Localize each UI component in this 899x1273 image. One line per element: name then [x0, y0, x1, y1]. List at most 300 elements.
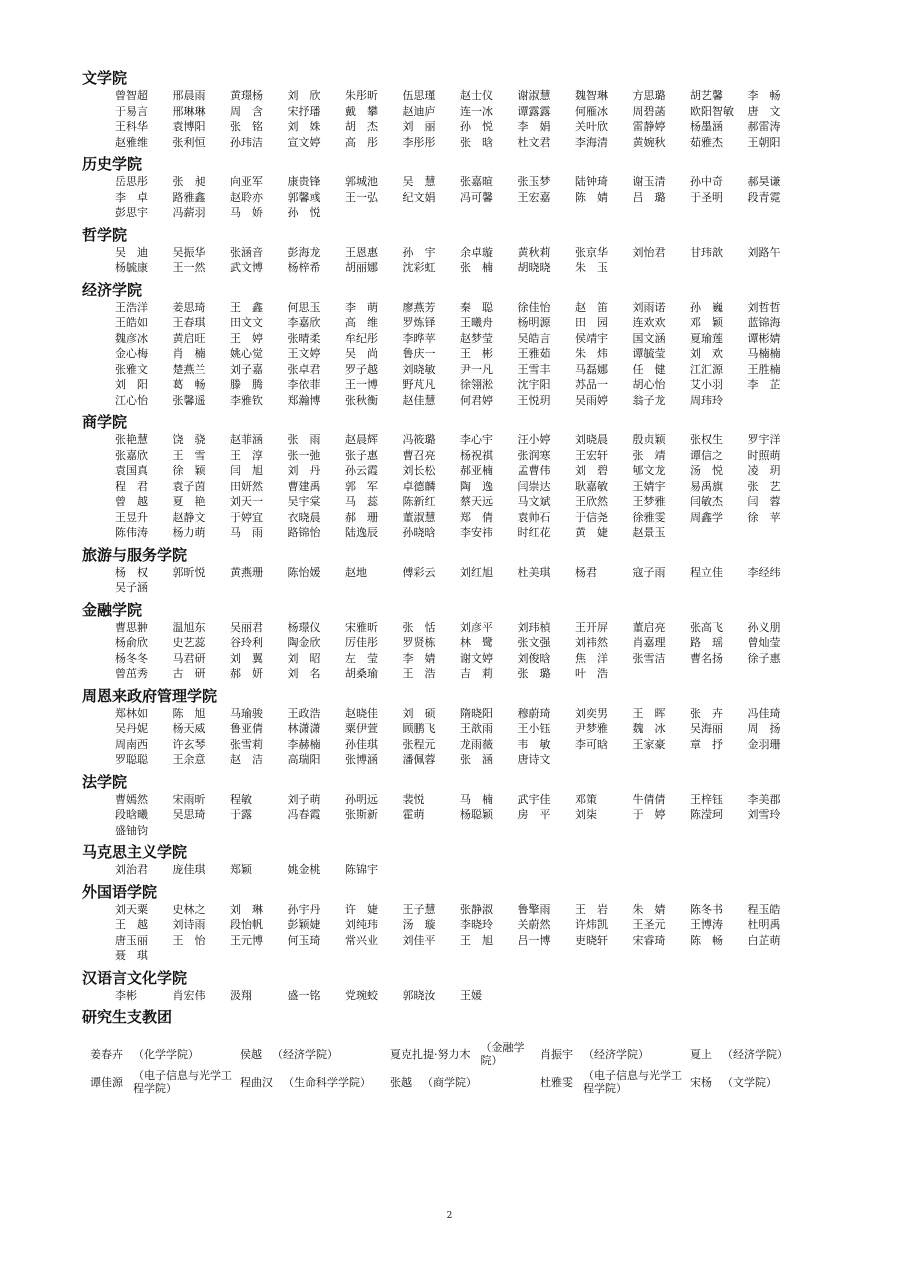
student-name: 吴思琦 — [172, 808, 206, 821]
student-name: 宋抒璠 — [287, 104, 321, 118]
student-name: 朱 婧 — [632, 902, 666, 916]
student-name: 王媛 — [460, 988, 482, 1002]
student-name: 汤 悦 — [690, 464, 723, 477]
student-name: 马君研 — [172, 651, 206, 665]
tuan-list — [90, 1041, 850, 1095]
college-section — [82, 68, 852, 150]
student-name: 高 彤 — [345, 135, 378, 149]
student-name: 章 抒 — [690, 737, 723, 751]
student-name: 郝雷涛 — [747, 120, 781, 133]
student-name: 张 铭 — [230, 120, 263, 133]
student-name: 谭信之 — [690, 448, 723, 462]
student-name: 许 婕 — [345, 902, 378, 916]
name-list — [115, 620, 852, 682]
student-name: 胡晓晓 — [517, 261, 551, 274]
college-title: 法学院 — [82, 772, 128, 791]
student-name: 李晔苹 — [402, 331, 436, 345]
student-name: 路 瑶 — [690, 636, 723, 649]
student-name: 金心梅 — [115, 347, 148, 360]
student-name: 张子惠 — [345, 448, 378, 462]
student-name: 侯靖宇 — [575, 331, 608, 345]
student-name: 廖燕芳 — [402, 300, 436, 314]
student-name: 刘诗雨 — [172, 918, 206, 931]
student-name: 焦 洋 — [575, 651, 608, 665]
student-name: 徐子惠 — [747, 651, 781, 665]
student-name: 夏瑜莲 — [690, 331, 723, 345]
student-name: 刘 琳 — [230, 902, 263, 916]
student-name: 王 越 — [115, 918, 148, 931]
student-name: 黄启旺 — [172, 331, 206, 345]
college-title: 哲学院 — [82, 225, 128, 244]
student-name: 王 浩 — [402, 667, 436, 680]
student-name: 唐玉丽 — [115, 933, 148, 947]
student-name: 尹梦雅 — [575, 722, 608, 735]
student-name: 周 含 — [230, 104, 263, 118]
student-name: 于圣明 — [690, 190, 723, 204]
student-name: 罗子越 — [345, 362, 378, 376]
college-title: 外国语学院 — [82, 882, 158, 901]
student-name: 艾小羽 — [690, 378, 723, 391]
student-name: 马磊娜 — [575, 362, 608, 376]
student-name: 周碧菡 — [632, 104, 666, 118]
tuan-member-name: 宋杨 — [690, 1075, 712, 1089]
tuan-member — [240, 1069, 390, 1095]
student-name: 孙 悦 — [460, 120, 493, 133]
student-name: 寇子雨 — [632, 565, 666, 579]
student-name: 白芷萌 — [747, 933, 781, 947]
student-name: 张 涵 — [460, 753, 493, 766]
college-title: 文学院 — [82, 69, 128, 87]
student-name: 刘子萌 — [287, 792, 321, 806]
student-name: 张艳慧 — [115, 433, 148, 446]
student-name: 王 岩 — [575, 902, 608, 916]
student-name: 刘玮楨 — [517, 620, 551, 634]
student-name: 牟纪彤 — [345, 331, 378, 345]
student-name: 刘 欢 — [690, 347, 723, 360]
student-name: 苏品一 — [575, 378, 608, 391]
student-name: 张 卉 — [690, 706, 723, 720]
student-name: 闫 旭 — [230, 464, 263, 477]
student-name: 孙佳琪 — [345, 737, 378, 751]
college-title: 旅游与服务学院 — [82, 545, 188, 564]
student-name: 隋晓阳 — [460, 706, 493, 720]
student-name: 蓝锦海 — [747, 316, 781, 329]
student-name: 袁国真 — [115, 464, 148, 477]
student-name: 马 雨 — [230, 526, 263, 539]
student-name: 葛 畅 — [172, 378, 206, 391]
student-name: 杨君 — [575, 565, 597, 579]
student-name: 魏智琳 — [575, 89, 608, 102]
student-name: 康贵锋 — [287, 175, 321, 188]
student-name: 王科华 — [115, 120, 148, 133]
student-name: 李海清 — [575, 135, 608, 149]
tuan-member-college: （电子信息与光学工程学院） — [583, 1069, 682, 1095]
student-name: 张一弛 — [287, 448, 321, 462]
student-name: 于婷宜 — [230, 510, 263, 524]
student-name: 张雪莉 — [230, 737, 263, 751]
student-name: 刘天一 — [230, 495, 263, 508]
student-name: 杨俞欣 — [115, 636, 148, 649]
college-section — [82, 968, 852, 1004]
student-name: 李彤彤 — [402, 135, 436, 149]
student-name: 陈 畅 — [690, 933, 723, 947]
student-name: 马文斌 — [517, 495, 551, 508]
student-name: 陈滢珂 — [690, 808, 723, 821]
student-name: 姚金桃 — [287, 863, 321, 876]
student-name: 沈彩虹 — [402, 261, 436, 274]
student-name: 冯佳琦 — [747, 706, 781, 720]
college-section — [82, 154, 852, 221]
student-name: 刘路午 — [747, 245, 781, 259]
page-number: 2 — [446, 1211, 453, 1221]
student-name: 夏 艳 — [172, 495, 206, 508]
student-name: 蔡天远 — [460, 495, 493, 508]
student-name: 黄秋莉 — [517, 245, 551, 259]
student-name: 陈冬书 — [690, 902, 723, 916]
student-name: 周玮玲 — [690, 393, 723, 407]
student-name: 李彬 — [115, 988, 137, 1002]
student-name: 赵晓佳 — [345, 706, 378, 720]
student-name: 刘纯玮 — [345, 918, 378, 931]
student-name: 刘怡君 — [632, 245, 666, 259]
college-section — [82, 545, 852, 596]
student-name: 谭露露 — [517, 104, 551, 118]
student-name: 程立佳 — [690, 565, 723, 579]
student-name: 张京华 — [575, 245, 608, 259]
college-section — [82, 772, 852, 839]
student-name: 曾 越 — [115, 495, 148, 508]
student-name: 李 婧 — [402, 651, 436, 665]
student-name: 王恩惠 — [345, 245, 378, 259]
tuan-member-college: （经济学院） — [583, 1047, 649, 1061]
student-name: 温旭东 — [172, 620, 206, 634]
student-name: 曹召亮 — [402, 448, 436, 462]
student-name: 郭 军 — [345, 479, 378, 493]
student-name: 刘佳平 — [402, 933, 436, 947]
student-name: 邢琳琳 — [172, 104, 206, 118]
student-name: 张 楠 — [460, 261, 493, 274]
student-name: 郝 珊 — [345, 510, 378, 524]
student-name: 郇文龙 — [632, 464, 666, 477]
student-name: 刘 名 — [287, 667, 321, 680]
student-name: 于易言 — [115, 104, 148, 118]
student-name: 袁博阳 — [172, 120, 206, 133]
student-name: 马 娇 — [230, 206, 263, 219]
student-name: 程玉皓 — [747, 902, 781, 916]
student-name: 刘 丽 — [402, 120, 436, 133]
student-name: 王小钰 — [517, 722, 551, 735]
student-name: 王子慧 — [402, 902, 436, 916]
student-name: 赵迪庐 — [402, 104, 436, 118]
college-section — [82, 600, 852, 682]
student-name: 王 淳 — [230, 448, 263, 462]
student-name: 王圣元 — [632, 918, 666, 931]
student-name: 赵菲涵 — [230, 433, 263, 446]
student-name: 张涵音 — [230, 245, 263, 259]
student-name: 张文强 — [517, 636, 551, 649]
content — [0, 68, 899, 1095]
student-name: 张嘉欣 — [115, 448, 148, 462]
name-list — [115, 988, 852, 1004]
student-name: 曾茁秀 — [115, 667, 148, 680]
student-name: 谭毓莹 — [632, 347, 666, 360]
tuan-member-college: （化学学院） — [133, 1047, 199, 1061]
student-name: 黄 婕 — [575, 526, 608, 539]
student-name: 吴子涵 — [115, 581, 148, 594]
student-name: 何雁冰 — [575, 104, 608, 118]
student-name: 刘晓晨 — [575, 433, 608, 446]
student-name: 王梦雅 — [632, 495, 666, 508]
tuan-member-college: （生命科学学院） — [283, 1075, 371, 1089]
student-name: 吴振华 — [172, 245, 206, 259]
student-name: 徐佳怡 — [517, 300, 551, 314]
student-name: 党琬蛟 — [345, 988, 378, 1002]
student-name: 董淑慧 — [402, 510, 436, 524]
student-name: 王曦舟 — [460, 316, 493, 329]
student-name: 欧阳智敏 — [690, 104, 734, 118]
student-name: 赵 笛 — [575, 300, 608, 314]
student-name: 冯薪羽 — [172, 206, 206, 219]
student-name: 吴丹妮 — [115, 722, 148, 735]
student-name: 孙晓晗 — [402, 526, 436, 539]
student-name: 顾鹏飞 — [402, 722, 436, 735]
student-name: 常兴业 — [345, 933, 378, 947]
student-name: 彭海龙 — [287, 245, 321, 259]
student-name: 谢玉清 — [632, 175, 666, 188]
college-title: 马克思主义学院 — [82, 843, 188, 861]
tuan-member-name: 程曲汉 — [240, 1075, 273, 1089]
student-name: 刘祎然 — [575, 636, 608, 649]
student-name: 时红花 — [517, 526, 551, 539]
student-name: 黄燕珊 — [230, 565, 263, 579]
tuan-member — [390, 1069, 540, 1095]
student-name: 何君婷 — [460, 393, 493, 407]
student-name: 吴雨婷 — [575, 393, 608, 407]
student-name: 王文婷 — [287, 347, 321, 360]
student-name: 王 晖 — [632, 706, 666, 720]
student-name: 叶 浩 — [575, 667, 608, 680]
student-name: 张 艺 — [747, 479, 781, 493]
student-name: 王胜楠 — [747, 362, 781, 376]
student-name: 刘 昭 — [287, 651, 321, 665]
college-title: 汉语言文化学院 — [82, 968, 188, 987]
student-name: 张 晗 — [460, 135, 493, 149]
college-title: 周恩来政府管理学院 — [82, 686, 218, 705]
student-name: 曾灿莹 — [747, 636, 781, 649]
student-name: 王 鑫 — [230, 300, 263, 314]
student-name: 郑林如 — [115, 706, 148, 720]
student-name: 胡桑瑜 — [345, 667, 378, 680]
student-name: 唐诗文 — [517, 753, 551, 766]
tuan-member-college: （经济学院） — [272, 1047, 338, 1061]
student-name: 邢晨雨 — [172, 89, 206, 102]
student-name: 李经纬 — [747, 565, 781, 579]
student-name: 谢文婷 — [460, 651, 493, 665]
student-name: 龙雨薇 — [460, 737, 493, 751]
name-list — [115, 565, 852, 596]
student-name: 沈宇阳 — [517, 378, 551, 391]
student-name: 袁帅石 — [517, 510, 551, 524]
student-name: 杨聪颖 — [460, 808, 493, 821]
student-name: 徐翎淞 — [460, 378, 493, 391]
student-name: 闫 蓉 — [747, 495, 781, 508]
student-name: 汤 璇 — [402, 918, 436, 931]
student-name: 朱 玉 — [575, 261, 608, 274]
student-name: 武宇佳 — [517, 792, 551, 806]
student-name: 袁子茵 — [172, 479, 206, 493]
student-name: 宣文婷 — [287, 135, 321, 149]
student-name: 田文文 — [230, 316, 263, 329]
name-list — [115, 902, 852, 964]
tuan-member-college: （电子信息与光学工程学院） — [133, 1069, 232, 1095]
student-name: 刘彦平 — [460, 620, 493, 634]
student-name: 傅彩云 — [402, 565, 436, 579]
student-name: 李 娟 — [517, 120, 551, 133]
student-name: 郭昕悦 — [172, 565, 206, 579]
student-name: 张 璐 — [517, 667, 551, 680]
student-name: 李依菲 — [287, 378, 321, 391]
student-name: 房 平 — [517, 808, 551, 821]
student-name: 曹建禹 — [287, 479, 321, 493]
name-list — [115, 862, 852, 878]
tuan-member-name: 肖振宇 — [540, 1047, 573, 1061]
name-list — [115, 706, 852, 768]
student-name: 李可晗 — [575, 737, 608, 751]
student-name: 任 健 — [632, 362, 666, 376]
student-name: 王 雪 — [172, 448, 206, 462]
student-name: 杜文君 — [517, 135, 551, 149]
student-name: 王婧宇 — [632, 479, 666, 493]
student-name: 刘哲哲 — [747, 300, 781, 314]
student-name: 刘 阳 — [115, 378, 148, 391]
student-name: 程敏 — [230, 792, 252, 806]
student-name: 张雪洁 — [632, 651, 666, 665]
student-name: 于露 — [230, 808, 252, 821]
student-name: 赵雅维 — [115, 135, 148, 149]
student-name: 殷贞颖 — [632, 433, 666, 446]
student-name: 朱 炜 — [575, 347, 608, 360]
student-name: 张馨遥 — [172, 393, 206, 407]
student-name: 孙 宇 — [402, 245, 436, 259]
tuan-member-college: （商学院） — [422, 1075, 477, 1089]
student-name: 孟曹伟 — [517, 464, 551, 477]
student-name: 何思玉 — [287, 300, 321, 314]
tuan-member — [690, 1041, 840, 1067]
student-name: 王梓钰 — [690, 792, 723, 806]
name-list — [115, 432, 852, 541]
student-name: 吉 莉 — [460, 667, 493, 680]
student-name: 于信尧 — [575, 510, 608, 524]
student-name: 凌 玥 — [747, 464, 781, 477]
tuan-title: 研究生支教团 — [82, 1008, 173, 1026]
student-name: 孙 巍 — [690, 300, 723, 314]
student-name: 王春琪 — [172, 316, 206, 329]
student-name: 肖嘉理 — [632, 636, 666, 649]
college-title: 商学院 — [82, 413, 128, 431]
student-name: 盛一铭 — [287, 988, 321, 1002]
student-name: 唐 文 — [747, 104, 781, 118]
student-name: 王政浩 — [287, 706, 321, 720]
student-name: 林 鹭 — [460, 636, 493, 649]
student-name: 厉佳彤 — [345, 636, 378, 649]
student-name: 衣晓晨 — [287, 510, 321, 524]
student-name: 段怡帆 — [230, 918, 263, 931]
student-name: 裴悦 — [402, 792, 425, 806]
student-name: 秦 聪 — [460, 300, 493, 314]
student-name: 李 芷 — [747, 378, 781, 391]
student-name: 王 婷 — [230, 331, 263, 345]
student-name: 伍思瑾 — [402, 89, 436, 102]
college-title: 经济学院 — [82, 280, 143, 299]
student-name: 郝亚楠 — [460, 464, 493, 477]
student-name: 刘雨诺 — [632, 300, 666, 314]
student-name: 魏 冰 — [632, 722, 666, 735]
student-name: 郑颖 — [230, 863, 252, 876]
student-name: 刘 翼 — [230, 651, 263, 665]
student-name: 郭晓汝 — [402, 988, 436, 1002]
student-name: 王 彬 — [460, 347, 493, 360]
student-name: 周鑫学 — [690, 510, 723, 524]
student-name: 刘柒 — [575, 808, 597, 821]
student-name: 鲁擎雨 — [517, 902, 551, 916]
college-section — [82, 686, 852, 768]
student-name: 耿嘉敏 — [575, 479, 608, 493]
student-name: 国文涵 — [632, 331, 666, 345]
student-name: 陈锦宇 — [345, 863, 378, 876]
student-name: 王 旭 — [460, 933, 493, 947]
student-name: 杜明禹 — [747, 918, 781, 931]
student-name: 粟伊萱 — [345, 722, 378, 735]
student-name: 罗炼铎 — [402, 316, 436, 329]
student-name: 李晓玲 — [460, 918, 493, 931]
student-name: 张秋衡 — [345, 393, 378, 407]
student-name: 杨毓康 — [115, 261, 148, 274]
student-name: 孙宇丹 — [287, 902, 321, 916]
student-name: 马楠楠 — [747, 347, 781, 360]
student-name: 路雅鑫 — [172, 190, 206, 204]
student-name: 王余意 — [172, 753, 206, 766]
student-name: 赵梦莹 — [460, 331, 493, 345]
student-name: 胡心怡 — [632, 378, 666, 391]
student-name: 吴丽君 — [230, 620, 263, 634]
student-name: 王欣然 — [575, 495, 608, 508]
tuan-member — [240, 1041, 390, 1067]
student-name: 曹名扬 — [690, 651, 723, 665]
student-name: 刘天粟 — [115, 902, 148, 916]
student-name: 吴 慧 — [402, 175, 436, 188]
tuan-member — [540, 1069, 690, 1095]
student-name: 冯春霞 — [287, 808, 321, 821]
student-name: 张博涵 — [345, 753, 378, 766]
student-name: 王博涛 — [690, 918, 723, 931]
student-name: 张 昶 — [172, 175, 206, 188]
student-name: 岳思彤 — [115, 175, 148, 188]
tuan-member — [390, 1041, 540, 1067]
student-name: 罗贤栋 — [402, 636, 436, 649]
student-name: 李美郡 — [747, 792, 781, 806]
student-name: 江汇源 — [690, 362, 723, 376]
student-name: 董启亮 — [632, 620, 666, 634]
student-name: 王家豪 — [632, 737, 666, 751]
student-name: 赵聆亦 — [230, 190, 263, 204]
student-name: 李心宇 — [460, 433, 493, 446]
student-name: 杜美琪 — [517, 565, 551, 579]
student-name: 王歆雨 — [460, 722, 493, 735]
student-name: 戴 攀 — [345, 104, 378, 118]
student-name: 吴海丽 — [690, 722, 723, 735]
student-name: 冯可馨 — [460, 190, 493, 204]
student-name: 高 维 — [345, 316, 378, 329]
